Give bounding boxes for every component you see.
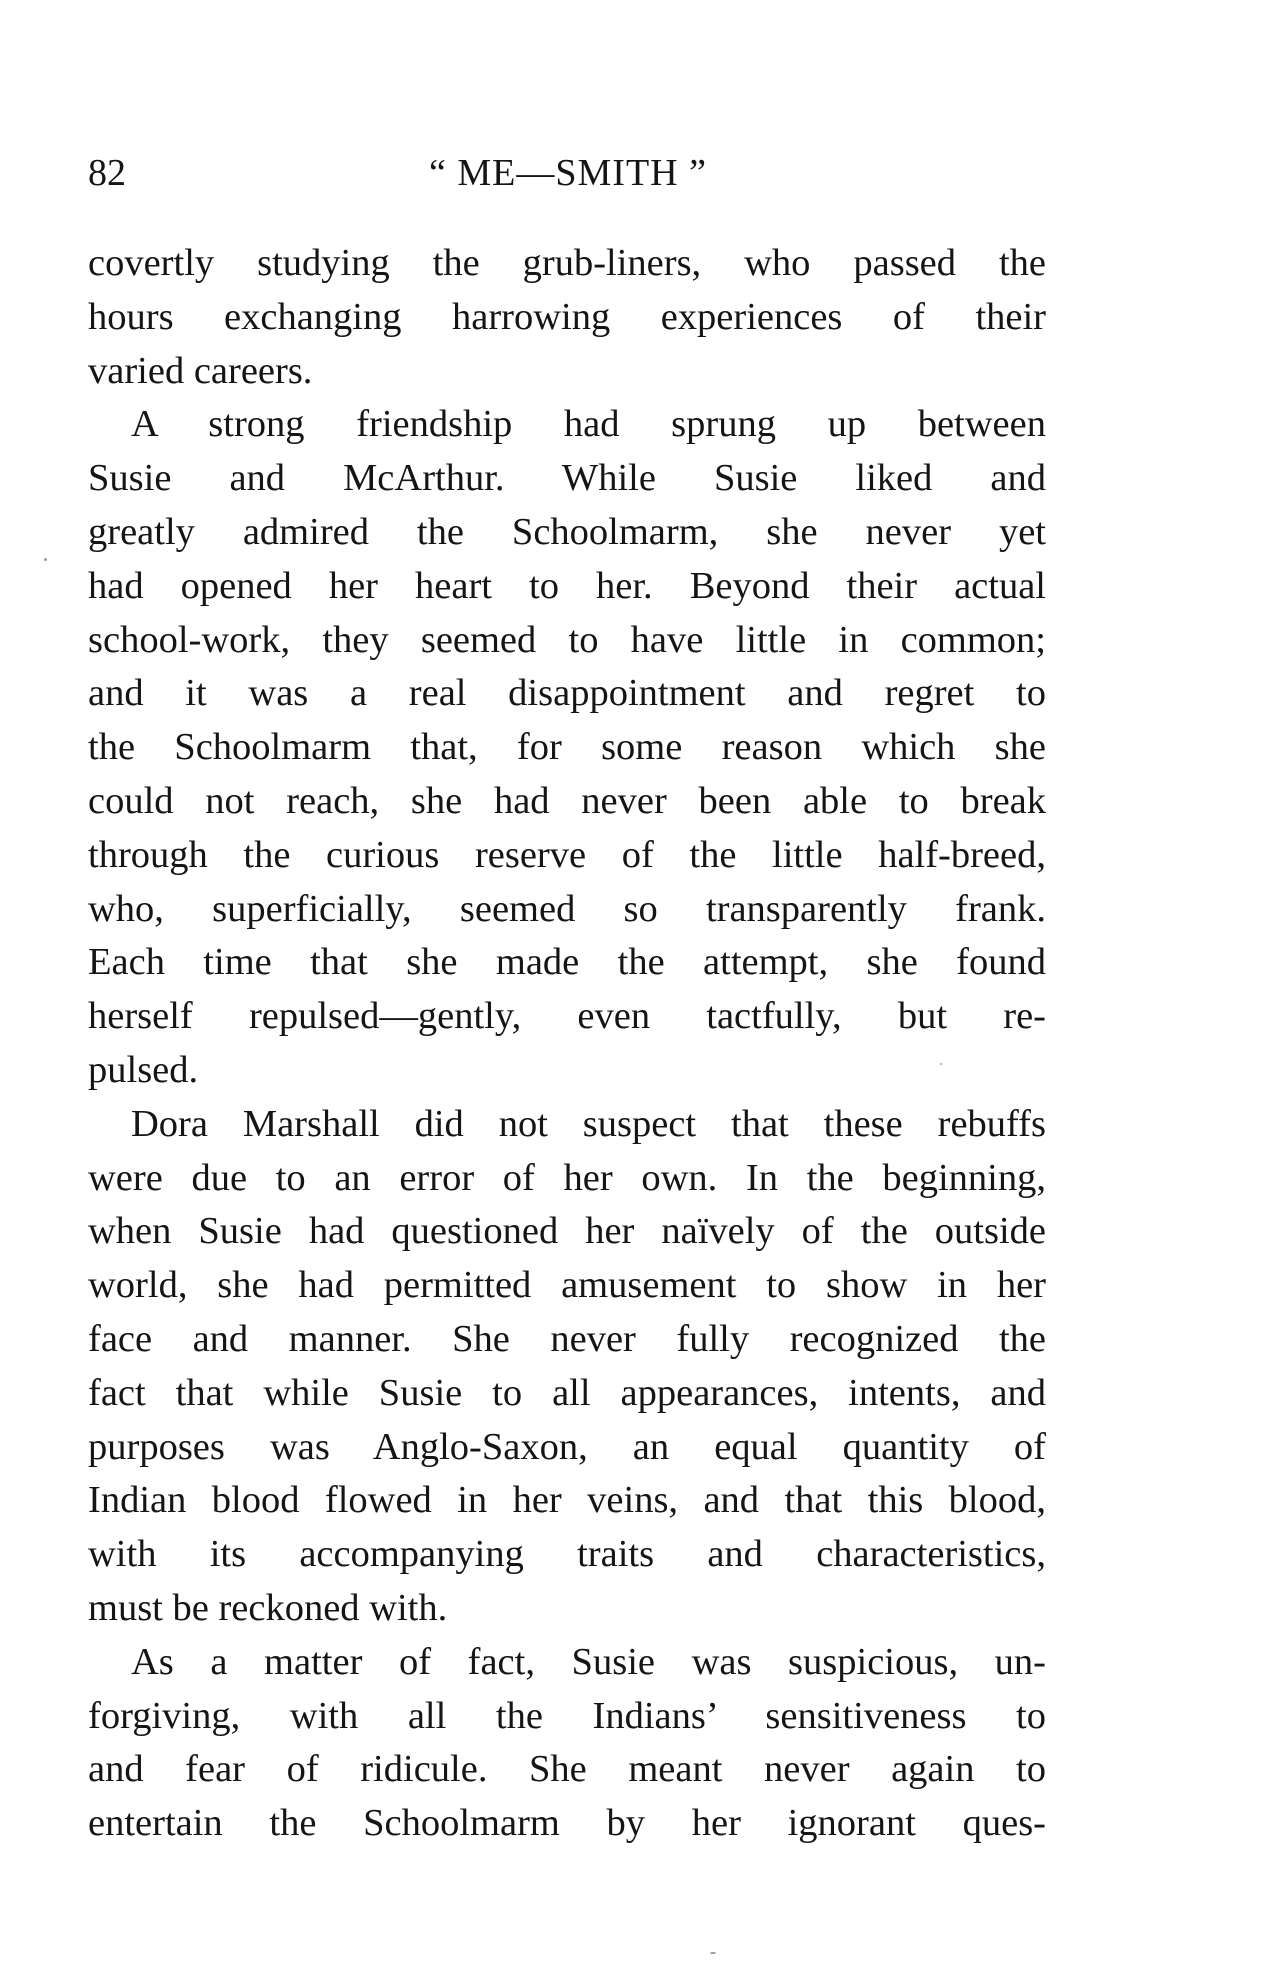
text-line: forgiving, with all the Indians’ sensitiveness to bbox=[88, 1694, 1046, 1737]
text-line: when Susie had questioned her naïvely of the outside bbox=[88, 1210, 1046, 1253]
paragraph bbox=[88, 237, 1046, 398]
text-line: Indian blood flowed in her veins, and that this blood, bbox=[88, 1479, 1046, 1522]
text-line: greatly admired the Schoolmarm, she never yet bbox=[88, 510, 1046, 553]
text-line: must be reckoned with. bbox=[88, 1586, 448, 1629]
paragraph bbox=[88, 398, 1046, 1097]
text-line: Each time that she made the attempt, she found bbox=[88, 941, 1046, 984]
text-line: could not reach, she had never been able to break bbox=[88, 779, 1046, 822]
text-line: entertain the Schoolmarm by her ignorant ques- bbox=[88, 1802, 1046, 1845]
text-line: through the curious reserve of the little half-breed, bbox=[88, 833, 1046, 876]
body-text bbox=[88, 237, 1046, 1851]
page-number: 82 bbox=[88, 152, 126, 194]
text-line: As a matter of fact, Susie was suspicious, un- bbox=[131, 1640, 1046, 1683]
text-line: school-work, they seemed to have little in common; bbox=[88, 618, 1046, 661]
text-line: had opened her heart to her. Beyond their actual bbox=[88, 564, 1046, 607]
text-line: face and manner. She never fully recognized the bbox=[88, 1317, 1046, 1360]
text-line: the Schoolmarm that, for some reason which she bbox=[88, 726, 1046, 769]
text-line: and it was a real disappointment and regret to bbox=[88, 672, 1046, 715]
running-title: “ ME—SMITH ” bbox=[429, 152, 707, 194]
text-line: A strong friendship had sprung up between bbox=[131, 403, 1046, 446]
text-line: covertly studying the grub-liners, who passed the bbox=[88, 242, 1046, 284]
text-line: purposes was Anglo-Saxon, an equal quantity of bbox=[88, 1425, 1046, 1468]
paper-speck bbox=[710, 1952, 716, 1954]
text-line: world, she had permitted amusement to show in her bbox=[88, 1264, 1046, 1307]
text-line: with its accompanying traits and characteristics, bbox=[88, 1533, 1046, 1576]
text-line: fact that while Susie to all appearances, intents, and bbox=[88, 1371, 1046, 1414]
text-line: pulsed. bbox=[88, 1048, 199, 1091]
paper-speck bbox=[940, 1063, 942, 1065]
paragraph bbox=[88, 1098, 1046, 1636]
paper-speck bbox=[44, 558, 47, 561]
running-head bbox=[88, 148, 1048, 198]
text-line: Dora Marshall did not suspect that these rebuffs bbox=[131, 1102, 1046, 1145]
paragraph bbox=[88, 1636, 1046, 1851]
text-line: were due to an error of her own. In the beginning, bbox=[88, 1156, 1046, 1199]
text-line: and fear of ridicule. She meant never again to bbox=[88, 1748, 1046, 1791]
text-line: varied careers. bbox=[88, 349, 313, 392]
text-line: hours exchanging harrowing experiences of their bbox=[88, 295, 1046, 338]
text-line: herself repulsed—gently, even tactfully, but re- bbox=[88, 995, 1046, 1038]
text-line: who, superficially, seemed so transparently frank. bbox=[88, 887, 1046, 930]
text-line: Susie and McArthur. While Susie liked and bbox=[88, 457, 1046, 500]
